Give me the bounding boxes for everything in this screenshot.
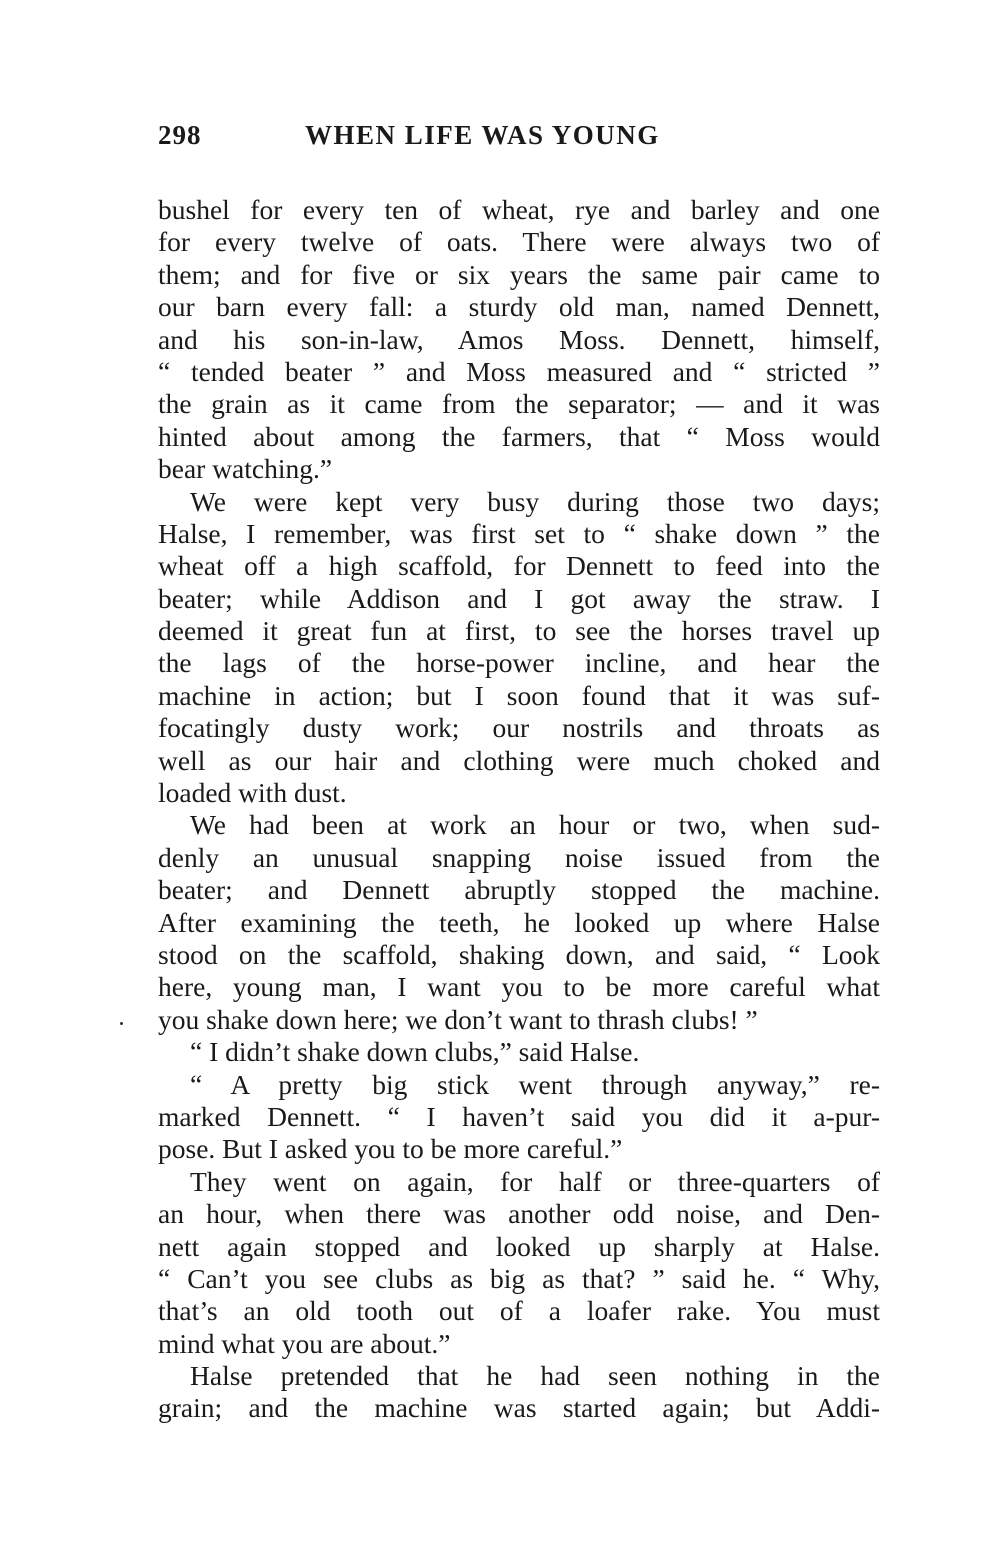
text-line: loaded with dust. — [158, 777, 347, 809]
paragraph-start-line: Halse pretended that he had seen nothing in the — [190, 1360, 880, 1392]
text-line: here, young man, I want you to be more careful what — [158, 971, 880, 1003]
text-line: them; and for five or six years the same pair came to — [158, 258, 880, 290]
body-text — [158, 194, 880, 1425]
text-line: mind what you are about.” — [158, 1327, 451, 1359]
paragraph-start-line: “ A pretty big stick went through anyway,” re- — [190, 1068, 880, 1100]
text-line: nett again stopped and looked up sharply at Halse. — [158, 1230, 880, 1262]
text-line: bear watching.” — [158, 453, 333, 485]
text-line: “ tended beater ” and Moss measured and “ stricted ” — [158, 355, 880, 387]
text-line: bushel for every ten of wheat, rye and barley and one — [158, 194, 880, 225]
text-line: Halse, I remember, was first set to “ shake down ” the — [158, 517, 880, 549]
text-line: an hour, when there was another odd noise, and Den- — [158, 1198, 880, 1230]
paragraph-start-line: They went on again, for half or three-quarters of — [190, 1165, 880, 1197]
text-line: beater; and Dennett abruptly stopped the machine. — [158, 874, 880, 906]
text-line: stood on the scaffold, shaking down, and said, “ Look — [158, 938, 880, 970]
running-title: WHEN LIFE WAS YOUNG — [305, 120, 660, 150]
text-line: and his son-in-law, Amos Moss. Dennett, himself, — [158, 323, 880, 355]
text-line: denly an unusual snapping noise issued from the — [158, 841, 880, 873]
paragraph-start-line: We had been at work an hour or two, when sud- — [190, 809, 880, 841]
text-line: After examining the teeth, he looked up where Halse — [158, 906, 880, 938]
text-line: our barn every fall: a sturdy old man, named Dennett, — [158, 291, 880, 323]
text-line: “ Can’t you see clubs as big as that? ” said he. “ Why, — [158, 1262, 880, 1294]
text-line: the lags of the horse-power incline, and hear the — [158, 647, 880, 679]
text-line: for every twelve of oats. There were always two of — [158, 226, 880, 258]
text-line: beater; while Addison and I got away the straw. I — [158, 582, 880, 614]
page-number: 298 — [158, 120, 202, 150]
text-line: grain; and the machine was started again; but Addi- — [158, 1392, 880, 1424]
text-line: marked Dennett. “ I haven’t said you did it a-pur- — [158, 1100, 880, 1132]
ink-speck — [120, 1022, 123, 1025]
text-line: pose. But I asked you to be more careful.” — [158, 1133, 623, 1165]
text-line: hinted about among the farmers, that “ Moss would — [158, 420, 880, 452]
text-line: that’s an old tooth out of a loafer rake. You must — [158, 1295, 880, 1327]
text-line: the grain as it came from the separator; — and it was — [158, 388, 880, 420]
text-line: machine in action; but I soon found that it was suf- — [158, 679, 880, 711]
text-line: focatingly dusty work; our nostrils and throats as — [158, 712, 880, 744]
paragraph-start-line: We were kept very busy during those two days; — [190, 485, 880, 517]
running-head — [158, 120, 878, 164]
paragraph-start-line: “ I didn’t shake down clubs,” said Halse. — [190, 1036, 640, 1068]
text-line: deemed it great fun at first, to see the horses travel up — [158, 615, 880, 647]
text-line: wheat off a high scaffold, for Dennett to feed into the — [158, 550, 880, 582]
text-line: you shake down here; we don’t want to thrash clubs! ” — [158, 1003, 758, 1035]
text-line: well as our hair and clothing were much choked and — [158, 744, 880, 776]
